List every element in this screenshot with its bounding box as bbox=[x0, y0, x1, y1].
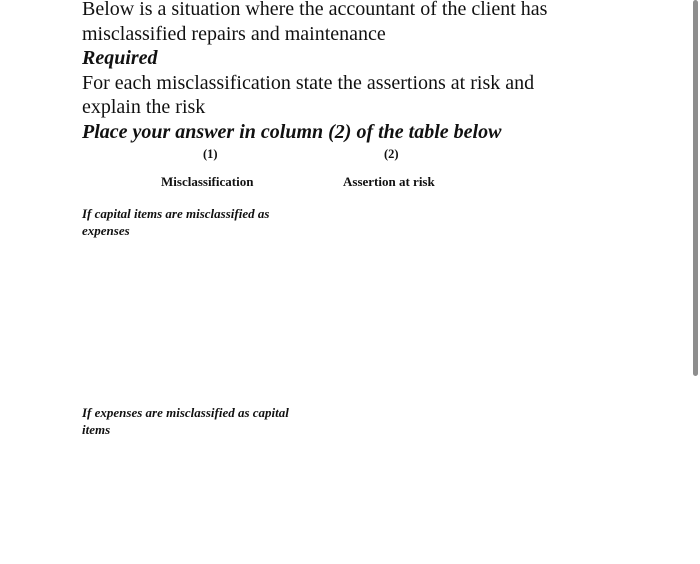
intro-line-4: For each misclassification state the assertions at risk and bbox=[82, 71, 535, 94]
table-row-2-label: If expenses are misclassified as capital items bbox=[82, 405, 289, 437]
column-2-header: Assertion at risk bbox=[343, 174, 435, 189]
required-heading: Required bbox=[82, 47, 158, 69]
column-1-header: Misclassification bbox=[161, 174, 254, 189]
table-row-1-label: If capital items are misclassified as expenses bbox=[82, 206, 270, 238]
question-text bbox=[82, 0, 672, 144]
column-2-number: (2) bbox=[384, 147, 399, 161]
intro-line-2: misclassified repairs and maintenance bbox=[82, 22, 386, 45]
intro-line-1: Below is a situation where the accountant of the client has bbox=[82, 0, 548, 20]
vertical-scrollbar[interactable] bbox=[693, 0, 698, 376]
intro-line-5: explain the risk bbox=[82, 96, 206, 118]
column-1-number: (1) bbox=[203, 147, 218, 161]
instruction-heading: Place your answer in column (2) of the table below bbox=[82, 120, 502, 143]
